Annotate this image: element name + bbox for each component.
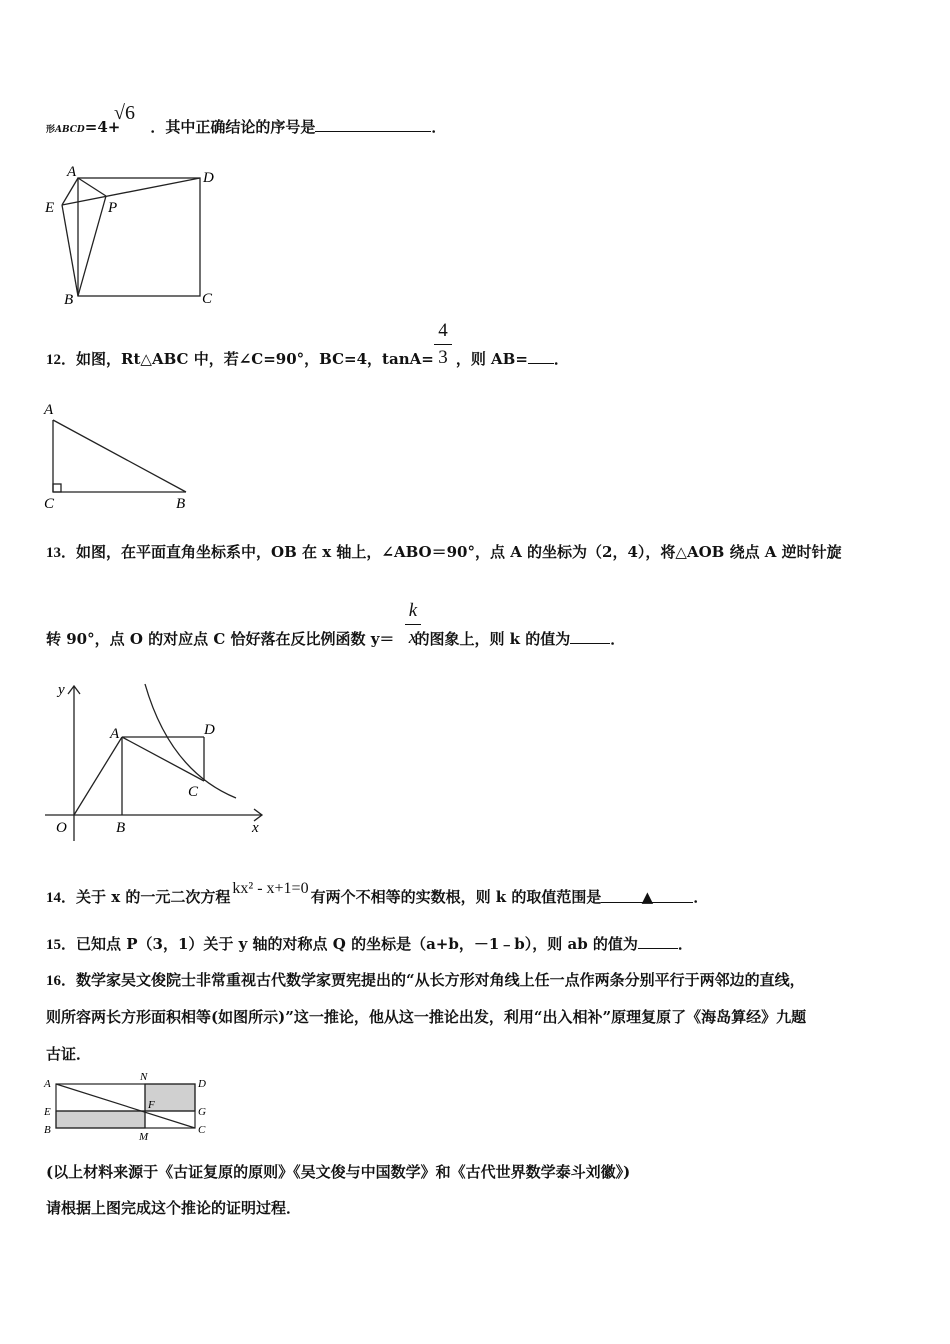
q15-number: 15． — [46, 937, 77, 953]
q14-mark: ▲ — [641, 888, 654, 906]
q11-radical: √6 — [114, 102, 135, 124]
q16-number: 16． — [46, 973, 77, 989]
q13-answer-blank[interactable] — [570, 629, 610, 644]
label-f: F — [148, 1099, 155, 1111]
shaded-rect-ebmf — [56, 1111, 145, 1128]
label-m: M — [139, 1131, 149, 1143]
segment-ea — [62, 178, 78, 205]
q12-number: 12． — [46, 352, 77, 368]
q16-text2: 则所容两长方形面积相等(如图所示)”这一推论，他从这一推论出发，利用“出入相补”原理复原了《海岛算经》九题 — [46, 1008, 807, 1026]
q15-end: ． — [677, 935, 693, 953]
label-p: P — [108, 200, 118, 216]
q11-sub: ABCD — [55, 125, 85, 135]
q11-answer-blank[interactable] — [315, 117, 431, 132]
q11-end: ． — [431, 118, 447, 136]
q13-frac-num: k — [408, 600, 418, 621]
label-a: A — [67, 164, 77, 180]
q15-line — [46, 933, 693, 954]
q16-source — [46, 1161, 630, 1182]
segment-oa — [74, 737, 122, 815]
q13-text1: 如图，在平面直角坐标系中，OB 在 x 轴上，∠ABO＝90°，点 A 的坐标为（2，4），将△AOB 绕点 A 逆时针旋 — [76, 543, 842, 561]
label-b: B — [64, 292, 74, 308]
hyperbola-curve — [145, 684, 236, 798]
q11-line — [46, 116, 446, 137]
q14-equation: kx² - x+1=0 — [232, 880, 309, 897]
label-e: E — [45, 200, 55, 216]
q16-line1 — [46, 969, 805, 990]
q16-figure — [40, 1070, 220, 1145]
q12-frac-den: 3 — [438, 347, 448, 368]
segment-ab — [53, 420, 186, 492]
segment-eb — [62, 205, 78, 296]
q16-text3: 古证． — [46, 1045, 92, 1063]
segment-pb — [78, 196, 106, 296]
q12-tail: ，则 AB= — [455, 350, 528, 368]
right-angle-mark — [53, 484, 61, 492]
q13-number: 13． — [46, 545, 77, 561]
label-c: C — [188, 784, 199, 800]
segment-ed — [62, 178, 200, 205]
label-o: O — [56, 820, 67, 836]
q11-eq: =4+ — [84, 118, 121, 136]
q13-figure — [40, 676, 270, 844]
q12-line — [46, 348, 569, 369]
label-a: A — [44, 1078, 51, 1090]
label-c: C — [198, 1124, 206, 1136]
q11-figure — [40, 160, 230, 310]
q13-text2b: 的图象上，则 k 的值为 — [414, 630, 571, 648]
label-x: x — [252, 820, 259, 836]
segment-ap — [78, 178, 106, 196]
q11-prefix: 形 — [46, 125, 56, 135]
label-b: B — [44, 1124, 51, 1136]
q16-line2 — [46, 1006, 806, 1027]
label-c: C — [202, 291, 213, 307]
label-b: B — [116, 820, 126, 836]
q13-text2a: 转 90°，点 O 的对应点 C 恰好落在反比例函数 y＝ — [46, 630, 395, 648]
q12-end: ． — [553, 350, 569, 368]
q14-line — [46, 880, 709, 907]
q13-fraction — [405, 600, 421, 649]
q15-text: 已知点 P（3，1）关于 y 轴的对称点 Q 的坐标是（a+b，－1﹣b），则 ab 的值为 — [76, 935, 638, 953]
label-e: E — [44, 1106, 51, 1118]
q14-tail: 有两个不相等的实数根，则 k 的取值范围是 — [310, 888, 602, 906]
q16-text1: 数学家吴文俊院士非常重视古代数学家贾宪提出的“从长方形对角线上任一点作两条分别平行于两邻边的直线， — [76, 971, 805, 989]
q13-end: ． — [610, 630, 626, 648]
label-g: G — [198, 1106, 206, 1118]
label-n: N — [140, 1071, 148, 1083]
segment-ac — [122, 737, 204, 781]
q12-answer-blank[interactable] — [528, 349, 554, 364]
q12-figure — [40, 398, 200, 513]
label-c: C — [44, 496, 55, 512]
label-b: B — [176, 496, 186, 512]
q14-number: 14． — [46, 890, 77, 906]
q16-line3 — [46, 1043, 91, 1064]
q12-fraction — [434, 320, 452, 369]
label-d: D — [204, 722, 215, 738]
q14-end: ． — [693, 888, 709, 906]
q16-task — [46, 1197, 301, 1218]
label-d: D — [198, 1078, 206, 1090]
q13-line2 — [46, 628, 625, 649]
square-abcd — [78, 178, 200, 296]
label-y: y — [58, 682, 65, 698]
label-a: A — [44, 402, 54, 418]
q12-frac-num: 4 — [438, 320, 448, 341]
q13-frac-den: x — [408, 627, 418, 648]
label-a: A — [110, 726, 120, 742]
q16-task-text: 请根据上图完成这个推论的证明过程． — [46, 1199, 302, 1217]
label-d: D — [203, 170, 214, 186]
q11-tail: ．其中正确结论的序号是 — [150, 118, 316, 136]
q15-answer-blank[interactable] — [638, 934, 678, 949]
q14-text: 关于 x 的一元二次方程 — [76, 888, 231, 906]
q13-line1 — [46, 541, 842, 562]
q12-text: 如图，Rt△ABC 中，若∠C=90°，BC=4，tanA= — [76, 350, 434, 368]
q16-source-text: (以上材料来源于《古证复原的原则》《吴文俊与中国数学》和《古代世界数学泰斗刘徽》) — [46, 1163, 631, 1181]
q14-answer-blank[interactable] — [601, 888, 693, 906]
